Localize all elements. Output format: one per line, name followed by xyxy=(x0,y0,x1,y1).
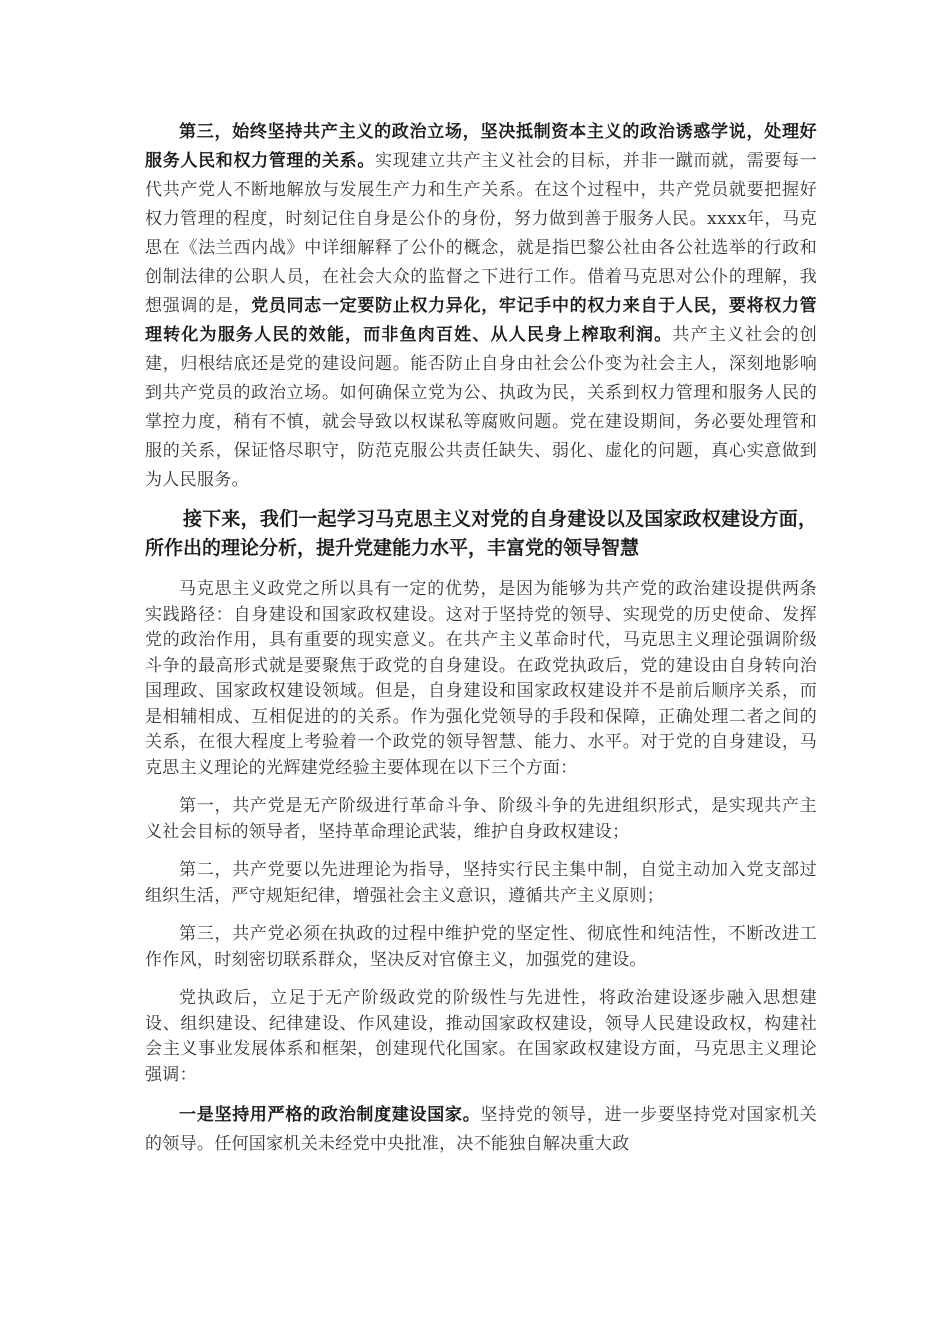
paragraph-point-two: 第二，共产党要以先进理论为指导，坚持实行民主集中制，自觉主动加入党支部过组织生活，严守规矩纪律，增强社会主义意识，遵循共产主义原则； xyxy=(145,860,817,906)
paragraph-point-one: 第一，共产党是无产阶级进行革命斗争、阶级斗争的先进组织形式，是实现共产主义社会目标的领导者，坚持革命理论武装，维护自身政权建设； xyxy=(145,796,817,842)
bold-emphasis: 党员同志一定要防止权力异化，牢记手中的权力来自于人民，要将权力管理转化为服务人民的效能，而非鱼肉百姓、从人民身上榨取利润。 xyxy=(145,296,817,345)
paragraph-point-three: 第三，共产党必须在执政的过程中维护党的坚定性、彻底性和纯洁性，不断改进工作作风，时刻密切联系群众，坚决反对官僚主义，加强党的建设。 xyxy=(145,924,817,970)
paragraph-political-system xyxy=(145,1101,817,1159)
bold-lead: 一是坚持用严格的政治制度建设国家。 xyxy=(179,1105,481,1125)
body-text: 实现建立共产主义社会的目标，并非一蹴而就，需要每一代共产党人不断地解放与发展生产力和生产关系。在这个过程中，共产党员就要把握好权力管理的程度，时刻记住自身是公仆的身份，努力做到善于服务人民。xxxx年，马克思在《法兰西内战》中详细解释了公仆的概念，就是指巴黎公社由各公社选举的行政和创制法律的公职人员，在社会大众的监督之下进行工作。借着马克思对公仆的理解，我想强调的是， xyxy=(145,151,817,316)
body-text: 共产主义社会的创建，归根结底还是党的建设问题。能否防止自身由社会公仆变为社会主人，深刻地影响到共产党员的政治立场。如何确保立党为公、执政为民，关系到权力管理和服务人民的掌控力度，稍有不慎，就会导致以权谋私等腐败问题。党在建设期间，务必要处理管和服的关系，保证恪尽职守，防范克服公共责任缺失、弱化、虚化的问题，真心实意做到为人民服务。 xyxy=(145,325,817,490)
paragraph-party-building: 马克思主义政党之所以具有一定的优势，是因为能够为共产党的政治建设提供两条实践路径：自身建设和国家政权建设。这对于坚持党的领导、实现党的历史使命、发挥党的政治作用，具有重要的现实意义。在共产主义革命时代，马克思主义理论强调阶级斗争的最高形式就是要聚焦于政党的自身建设。在政党执政后，党的建设由自身转向治国理政、国家政权建设领域。但是，自身建设和国家政权建设并不是前后顺序关系，而是相辅相成、互相促进的的关系。作为强化党领导的手段和保障，正确处理二者之间的关系，在很大程度上考验着一个政党的领导智慧、能力、水平。对于党的自身建设，马克思主义理论的光辉建党经验主要体现在以下三个方面： xyxy=(145,579,817,778)
section-heading: 接下来，我们一起学习马克思主义对党的自身建设以及国家政权建设方面，所作出的理论分析，提升党建能力水平，丰富党的领导智慧 xyxy=(145,508,817,559)
bold-lead: 第三，始终坚持共产主义的政治立场，坚决抵制资本主义的政治诱惑学说，处理好服务人民和权力管理的关系。 xyxy=(145,122,817,171)
paragraph-power-management xyxy=(145,118,817,495)
body-text: 坚持党的领导，进一步要坚持党对国家机关的领导。任何国家机关未经党中央批准，决不能独自解决重大政 xyxy=(145,1105,817,1154)
document-body xyxy=(145,118,817,1172)
paragraph-state-building: 党执政后，立足于无产阶级政党的阶级性与先进性，将政治建设逐步融入思想建设、组织建设、纪律建设、作风建设，推动国家政权建设，领导人民建设政权，构建社会主义事业发展体系和框架，创建现代化国家。在国家政权建设方面，马克思主义理论强调： xyxy=(145,988,817,1085)
